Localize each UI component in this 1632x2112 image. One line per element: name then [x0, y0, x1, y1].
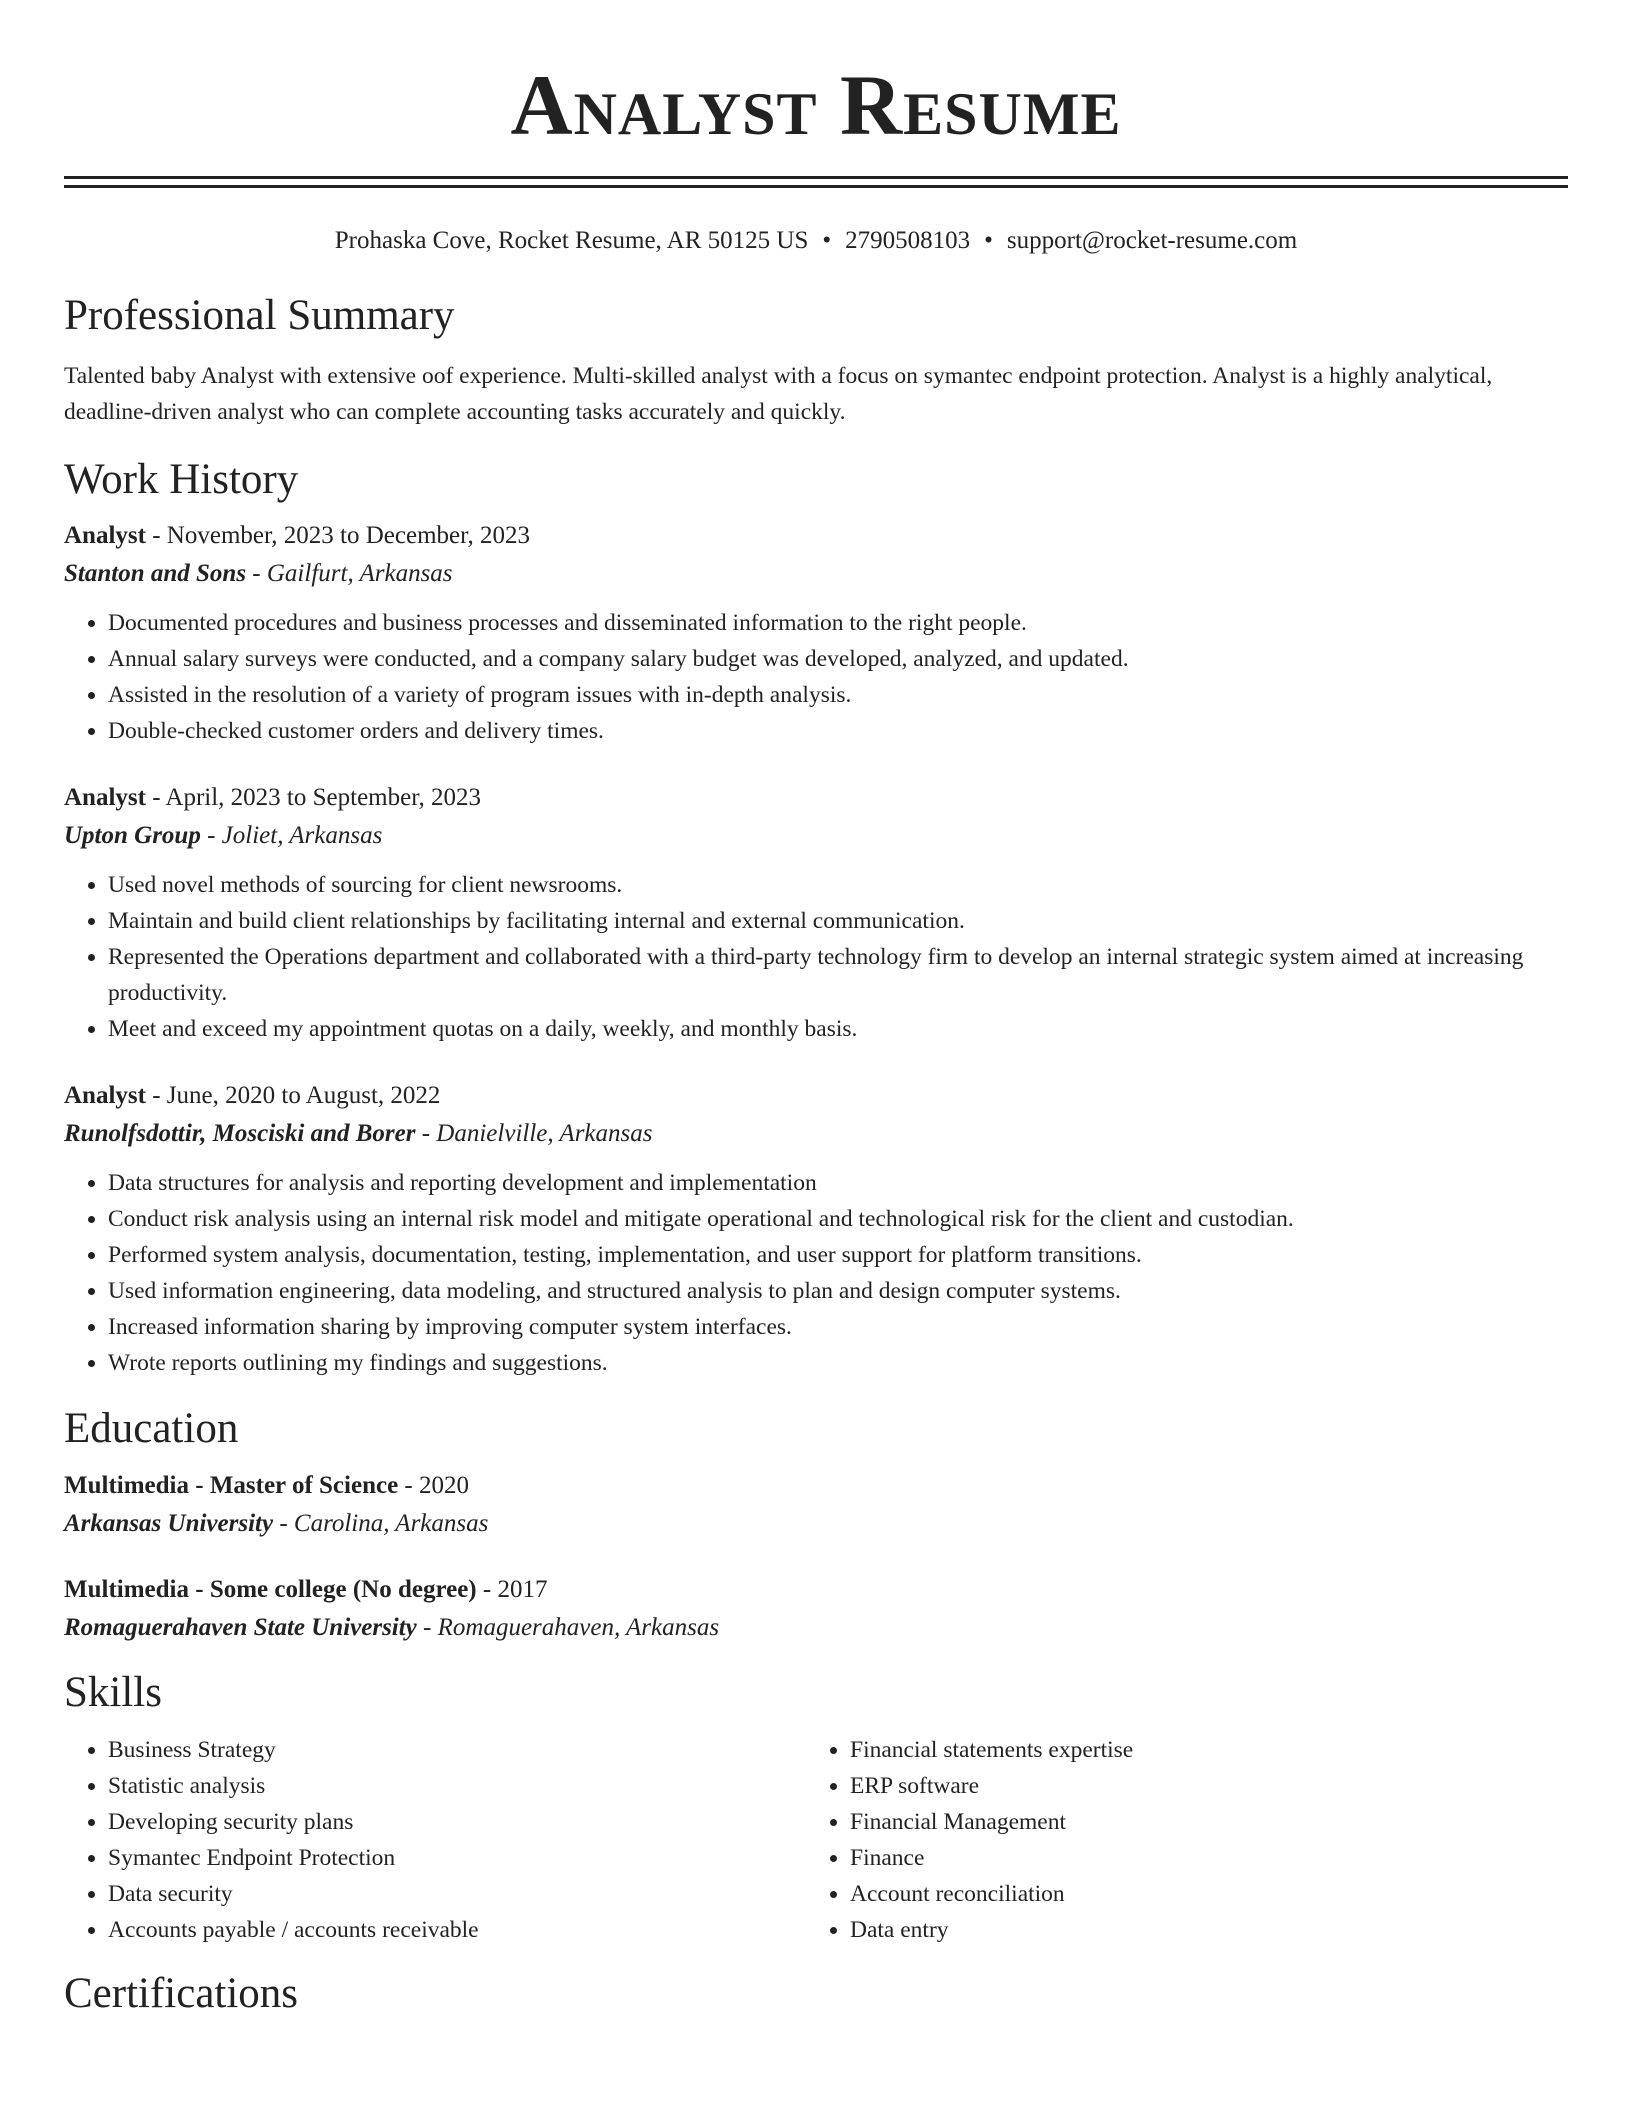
education-entry: [64, 1469, 1568, 1541]
education-degree: Multimedia - Some college (No degree): [64, 1575, 477, 1603]
list-item: • Wrote reports outlining my findings and suggestions.: [108, 1345, 1568, 1381]
job-entry: [64, 781, 1568, 1047]
job-title-line: [64, 519, 1568, 553]
job-title: Analyst: [64, 522, 146, 550]
skills-list-left: [64, 1732, 806, 1948]
contact-address: Prohaska Cove, Rocket Resume, AR 50125 US: [334, 227, 809, 254]
education-school-line: [64, 1611, 1568, 1645]
education-year: - 2017: [476, 1575, 548, 1603]
contact-email: support@rocket-resume.com: [1006, 227, 1298, 254]
list-item: • Performed system analysis, documentation, testing, implementation, and user support for platform transitions.: [108, 1237, 1568, 1273]
resume-title: Analyst Resume: [510, 57, 1122, 153]
education-entry: [64, 1573, 1568, 1645]
list-item: • Represented the Operations department and collaborated with a third-party technology firm to develop an internal strategic system aimed at increasing productivity.: [108, 939, 1568, 1011]
job-bullets: [64, 1165, 1568, 1381]
education-location: - Carolina, Arkansas: [273, 1509, 489, 1537]
section-heading-work: Work History: [64, 455, 299, 503]
job-company: Stanton and Sons: [64, 560, 247, 588]
contact-line: [64, 226, 1568, 256]
skill-item: • Symantec Endpoint Protection: [108, 1840, 806, 1876]
contact-separator: •: [822, 227, 832, 254]
education-year: - 2020: [398, 1471, 469, 1499]
skill-item: • Financial statements expertise: [850, 1732, 1548, 1768]
skill-item: • Statistic analysis: [108, 1768, 806, 1804]
list-item: • Meet and exceed my appointment quotas on a daily, weekly, and monthly basis.: [108, 1011, 1568, 1047]
list-item: • Used novel methods of sourcing for client newsrooms.: [108, 867, 1568, 903]
job-bullets: [64, 605, 1568, 749]
job-title-line: [64, 781, 1568, 815]
skill-item: • Financial Management: [850, 1804, 1548, 1840]
job-dates: - April, 2023 to September, 2023: [145, 784, 482, 812]
title-divider-bottom: [64, 185, 1568, 188]
skill-item: • ERP software: [850, 1768, 1548, 1804]
education-degree-line: [64, 1573, 1568, 1607]
list-item: • Annual salary surveys were conducted, and a company salary budget was developed, analyzed, and updated.: [108, 641, 1568, 677]
job-dates: - November, 2023 to December, 2023: [145, 522, 530, 550]
job-location: - Danielville, Arkansas: [415, 1120, 653, 1148]
section-heading-education: Education: [64, 1405, 239, 1453]
education-school: Arkansas University: [64, 1509, 274, 1537]
skill-item: • Accounts payable / accounts receivable: [108, 1912, 806, 1948]
list-item: • Double-checked customer orders and delivery times.: [108, 713, 1568, 749]
skill-item: • Business Strategy: [108, 1732, 806, 1768]
education-school: Romaguerahaven State University: [64, 1613, 417, 1641]
education-location: - Romaguerahaven, Arkansas: [416, 1613, 720, 1641]
skill-item: • Finance: [850, 1840, 1548, 1876]
section-heading-certifications: Certifications: [64, 1970, 299, 2018]
job-dates: - June, 2020 to August, 2022: [145, 1082, 441, 1110]
list-item: • Documented procedures and business processes and disseminated information to the right people.: [108, 605, 1568, 641]
summary-text: Talented baby Analyst with extensive oof experience. Multi-skilled analyst with a focus on symantec endpoint protection. Analyst is a highly analytical, deadline-driven analyst who can complete accounting tasks accurately and quickly.: [64, 362, 1493, 425]
job-entry: [64, 1079, 1568, 1381]
skills-list-right: [806, 1732, 1548, 1948]
skill-item: • Account reconciliation: [850, 1876, 1548, 1912]
job-location: - Joliet, Arkansas: [200, 822, 383, 850]
section-heading-skills: Skills: [64, 1668, 162, 1716]
skill-item: • Data security: [108, 1876, 806, 1912]
job-company-line: [64, 557, 1568, 591]
education-school-line: [64, 1507, 1568, 1541]
education-degree-line: [64, 1469, 1568, 1503]
job-company-line: [64, 819, 1568, 853]
list-item: • Data structures for analysis and reporting development and implementation: [108, 1165, 1568, 1201]
contact-separator: •: [984, 227, 993, 254]
section-heading-summary: Professional Summary: [64, 292, 455, 339]
job-company-line: [64, 1117, 1568, 1151]
job-company: Upton Group: [64, 822, 201, 850]
title-divider-top: [64, 176, 1568, 179]
contact-phone: 2790508103: [845, 227, 971, 254]
skills-columns: [64, 1732, 1568, 1948]
list-item: • Increased information sharing by improving computer system interfaces.: [108, 1309, 1568, 1345]
job-company: Runolfsdottir, Mosciski and Borer: [64, 1120, 416, 1148]
list-item: • Conduct risk analysis using an internal risk model and mitigate operational and technological risk for the client and custodian.: [108, 1201, 1568, 1237]
job-location: - Gailfurt, Arkansas: [246, 560, 453, 588]
list-item: • Assisted in the resolution of a variety of program issues with in-depth analysis.: [108, 677, 1568, 713]
education-degree: Multimedia - Master of Science: [64, 1471, 399, 1499]
job-entry: [64, 519, 1568, 749]
list-item: • Maintain and build client relationships by facilitating internal and external communication.: [108, 903, 1568, 939]
skill-item: • Data entry: [850, 1912, 1548, 1948]
job-title: Analyst: [64, 1082, 146, 1110]
job-bullets: [64, 867, 1568, 1047]
skill-item: • Developing security plans: [108, 1804, 806, 1840]
job-title-line: [64, 1079, 1568, 1113]
job-title: Analyst: [64, 784, 146, 812]
list-item: • Used information engineering, data modeling, and structured analysis to plan and design computer systems.: [108, 1273, 1568, 1309]
